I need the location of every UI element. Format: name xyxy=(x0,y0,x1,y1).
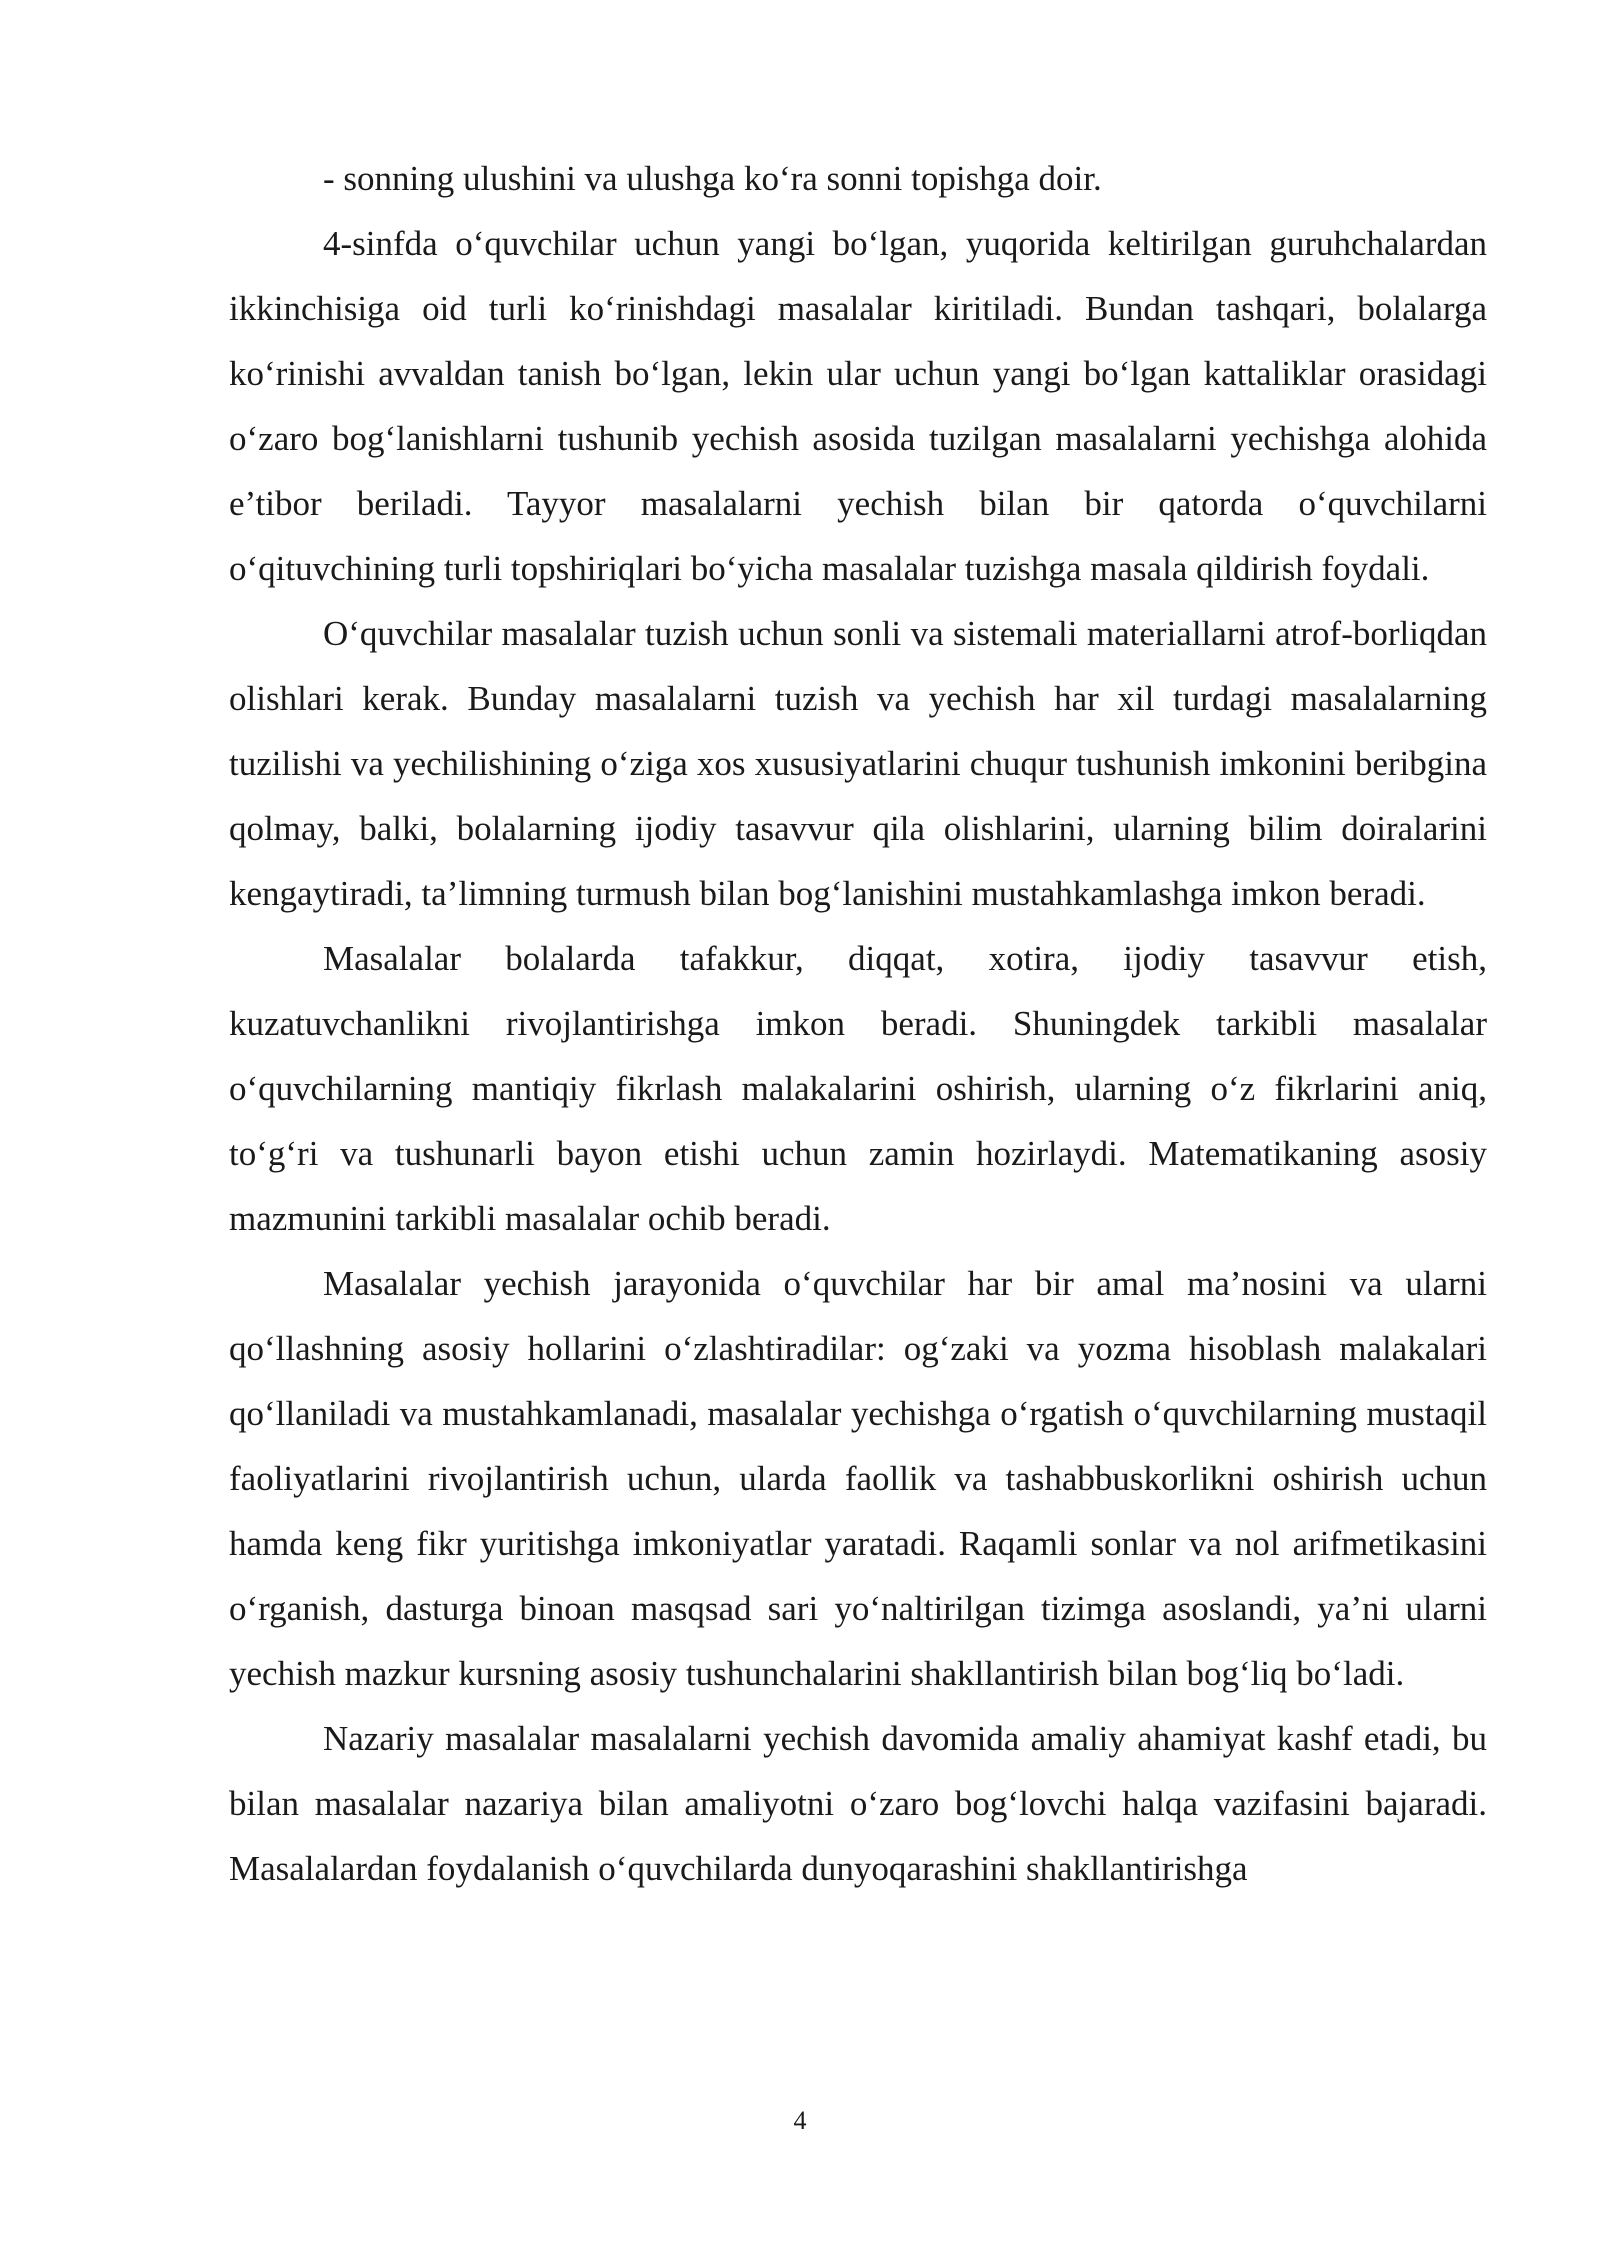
body-text xyxy=(229,146,1487,1901)
paragraph-4: Masalalar bolalarda tafakkur, diqqat, xotira, ijodiy tasavvur etish, kuzatuvchanlikni rivojlantirishga imkon beradi. Shuningdek tarkibli masalalar o‘quvchilarning mantiqiy fikrlash malakalarini oshirish, ularning o‘z fikrlarini aniq, to‘g‘ri va tushunarli bayon etishi uchun zamin hozirlaydi. Matematikaning asosiy mazmunini tarkibli masalalar ochib beradi. xyxy=(229,939,1487,1238)
paragraph-3: O‘quvchilar masalalar tuzish uchun sonli va sistemali materiallarni atrof-borliqdan olishlari kerak. Bunday masalalarni tuzish va yechish har xil turdagi masalalarning tuzilishi va yechilishining o‘ziga xos xususiyatlarini chuqur tushunish imkonini beribgina qolmay, balki, bolalarning ijodiy tasavvur qila olishlarini, ularning bilim doiralarini kengaytiradi, ta’limning turmush bilan bog‘lanishini mustahkamlashga imkon beradi. xyxy=(229,614,1487,913)
paragraph-6: Nazariy masalalar masalalarni yechish davomida amaliy ahamiyat kashf etadi, bu bilan masalalar nazariya bilan amaliyotni o‘zaro bog‘lovchi halqa vazifasini bajaradi. Masalalardan foydalanish o‘quvchilarda dunyoqarashini shakllantirishga xyxy=(229,1719,1487,1888)
page-number: 4 xyxy=(793,2106,807,2135)
paragraph-1: - sonning ulushini va ulushga ko‘ra sonni topishga doir. xyxy=(323,159,1102,198)
paragraph-2: 4-sinfda o‘quvchilar uchun yangi bo‘lgan, yuqorida keltirilgan guruhchalardan ikkinchisiga oid turli ko‘rinishdagi masalalar kiritiladi. Bundan tashqari, bolalarga ko‘rinishi avvaldan tanish bo‘lgan, lekin ular uchun yangi bo‘lgan kattaliklar orasidagi o‘zaro bog‘lanishlarni tushunib yechish asosida tuzilgan masalalarni yechishga alohida e’tibor beriladi. Tayyor masalalarni yechish bilan bir qatorda o‘quvchilarni o‘qituvchining turli topshiriqlari bo‘yicha masalalar tuzishga masala qildirish foydali. xyxy=(229,224,1487,588)
paragraph-5: Masalalar yechish jarayonida o‘quvchilar har bir amal ma’nosini va ularni qo‘llashning asosiy hollarini o‘zlashtiradilar: og‘zaki va yozma hisoblash malakalari qo‘llaniladi va mustahkamlanadi, masalalar yechishga o‘rgatish o‘quvchilarning mustaqil faoliyatlarini rivojlantirish uchun, ularda faollik va tashabbuskorlikni oshirish uchun hamda keng fikr yuritishga imkoniyatlar yaratadi. Raqamli sonlar va nol arifmetikasini o‘rganish, dasturga binoan masqsad sari yo‘naltirilgan tizimga asoslandi, ya’ni ularni yechish mazkur kursning asosiy tushunchalarini shakllantirish bilan bog‘liq bo‘ladi. xyxy=(229,1264,1487,1693)
